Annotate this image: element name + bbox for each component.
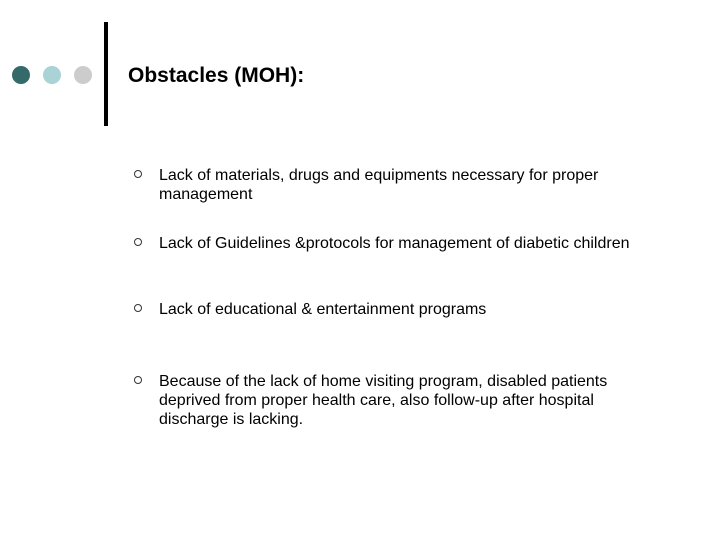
bullet-marker [134,304,142,312]
decor-dot-dark [12,66,30,84]
bullet-text: Lack of educational & entertainment programs [159,301,487,318]
bullet-text: Lack of Guidelines &protocols for management of diabetic children [159,235,630,252]
bullet-text: Lack of materials, drugs and equipments necessary for proper management [159,167,599,203]
bullet-text: Because of the lack of home visiting program, disabled patients deprived from proper health care, also follow-up after hospital discharge is lacking. [159,373,608,428]
decor-dot-gray [74,66,92,84]
slide-title: Obstacles (MOH): [128,64,305,87]
bullet-marker [134,376,142,384]
bullet-marker [134,238,142,246]
decor-dot-light [43,66,61,84]
bullet-marker [134,170,142,178]
title-divider [104,22,108,126]
